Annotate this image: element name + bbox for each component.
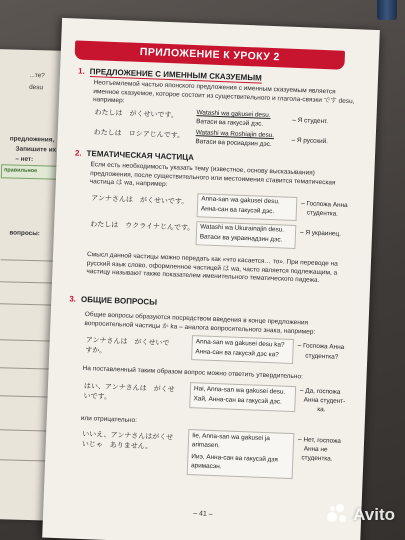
- s1-ex2-translation: – Я русский.: [291, 136, 329, 146]
- left-page-line: desu: [29, 83, 44, 92]
- s3-ex3-romaji-2: arimasen.: [191, 441, 221, 450]
- s1-ex1-russian: Ватаси ва гакусэй дэс.: [196, 118, 264, 128]
- page-number: – 41 –: [193, 510, 213, 519]
- s1-ex2-japanese: わたしは ロシアじんです。: [93, 129, 185, 140]
- s3-ex1-translation-2: студентка?: [305, 352, 339, 361]
- section-3-paragraph-2: На поставленный таким образом вопрос можно ответить утвердительно:: [82, 364, 304, 381]
- s3-ex2-romaji: Hai, Anna-san wa gakusei desu.: [193, 385, 286, 396]
- s3-ex1-translation: – Госпожа Анна: [297, 342, 345, 351]
- answer-line: [0, 303, 54, 305]
- s3-ex3-translation-2: Анна не: [303, 445, 328, 454]
- s3-ex1-russian: Анна-сан ва гакусэй дэс ка?: [195, 348, 279, 359]
- pen-object: [377, 0, 397, 20]
- s3-ex1-japanese: アンナさんは がくせいで: [85, 337, 170, 348]
- s2-ex2-japanese: わたしは ウクライナじんです。: [90, 221, 195, 233]
- answer-line: [0, 339, 54, 341]
- answer-line: [1, 259, 56, 261]
- avito-logo-icon: [327, 504, 349, 526]
- s3-ex3-japanese-2: いじゃ ありません。: [81, 440, 153, 451]
- s3-ex3-russian-2: аримасэн.: [190, 462, 222, 471]
- s3-ex3-japanese: いいえ、アンナさんはがくせ: [82, 430, 174, 442]
- s1-ex2-russian: Ватаси ва росиадзин дэс.: [195, 138, 272, 149]
- left-page-line: Запишите их: [15, 145, 57, 154]
- section-2-paragraph-2: Смысл данной частицы можно передать как «что касается… то». При переводе на русский язык слово, оформленное частицей は wa, часто является подлежащим, а частицу называют также показателем именительного тематического падежа.: [86, 251, 338, 285]
- left-page-line: – нет:: [15, 155, 34, 164]
- left-page-line: вопросы:: [9, 229, 40, 238]
- book-page: [42, 18, 380, 540]
- section-title-3: 3. ОБЩИЕ ВОПРОСЫ: [69, 294, 158, 307]
- section-3-paragraph: Общие вопросы образуются посредством введения в конце предложения вопросительной частицы か ka – аналога вопросительного знака, например:: [84, 310, 316, 336]
- s3-ex2-translation: – Да, госпожа: [299, 387, 341, 396]
- s3-ex3-translation: – Нет, госпожа: [297, 436, 341, 445]
- s3-ex3-russian: Ииэ, Анна-сан ва гакусэй дзя: [191, 453, 278, 464]
- s2-ex2-romaji: Watashi wa Ukurainajin desu.: [200, 223, 285, 234]
- section-title-1: 1. ПРЕДЛОЖЕНИЕ С ИМЕННЫМ СКАЗУЕМЫМ: [77, 66, 262, 83]
- s2-ex1-romaji: Anna-san wa gakusei desu.: [201, 195, 280, 206]
- section-2-paragraph: Если есть необходимость указать тему (известное, основу высказывания) предложения, после существительного или местоимения ставится тематическая частица は wa, например:: [89, 161, 336, 189]
- s3-ex2-japanese: はい、アンナさんは がくせ: [83, 383, 175, 394]
- answer-line: [0, 367, 53, 369]
- s3-ex2-japanese-2: いです。: [83, 393, 112, 402]
- s1-ex1-translation: – Я студент.: [292, 116, 329, 126]
- s2-ex1-japanese: アンナさんは がくせいです。: [91, 195, 189, 206]
- answer-line: [0, 459, 50, 461]
- section-3-paragraph-3: или отрицательно:: [80, 414, 138, 425]
- s2-ex1-translation: – Госпожа Анна: [301, 200, 348, 209]
- section-1-paragraph: Неотъемлемой частью японского предложения с именным сказуемым является именное сказуемое, которое состоит из существительного и глагола-связки です desu, например:: [92, 79, 355, 105]
- s3-ex2-translation-3: ка.: [317, 405, 326, 414]
- s1-ex2-romaji: Watashi wa Roshiajin desu.: [195, 129, 275, 140]
- s3-ex3-translation-3: студентка.: [301, 454, 333, 463]
- s2-ex1-russian: Анна-сан ва гакусэй дэс.: [200, 205, 275, 216]
- s1-ex1-japanese: わたしは がくせいです。: [94, 109, 179, 120]
- s3-ex2-russian: Хай, Анна-сан ва гакусэй дэс.: [193, 395, 282, 406]
- watermark-text: Avito: [353, 505, 395, 524]
- appendix-banner: ПРИЛОЖЕНИЕ К УРОКУ 2: [75, 40, 346, 69]
- avito-watermark: [327, 504, 395, 526]
- left-page-line: ...те?: [29, 71, 45, 80]
- s2-ex2-translation: – Я украинец.: [299, 229, 342, 238]
- left-page-line: предложения,: [9, 135, 55, 144]
- s3-ex1-japanese-2: すか。: [85, 347, 107, 355]
- s3-ex2-translation-2: Анна студент-: [303, 396, 346, 406]
- section-title-2: 2. ТЕМАТИЧЕСКАЯ ЧАСТИЦА: [74, 148, 195, 163]
- s2-ex2-russian: Ватаси ва украинадзин дэс.: [199, 233, 283, 244]
- answer-line: [0, 429, 51, 431]
- answer-line: [0, 395, 52, 397]
- left-page-label: правильное: [1, 164, 59, 180]
- s3-ex1-romaji: Anna-san wa gakusei desu ka?: [195, 338, 285, 349]
- s3-ex3-romaji: Iie, Anna-san wa gakusei ja: [192, 432, 271, 443]
- answer-line: [0, 281, 55, 283]
- s2-ex1-translation-2: студентка.: [306, 209, 339, 218]
- s1-ex1-romaji: Watashi wa gakusei desu.: [196, 109, 271, 119]
